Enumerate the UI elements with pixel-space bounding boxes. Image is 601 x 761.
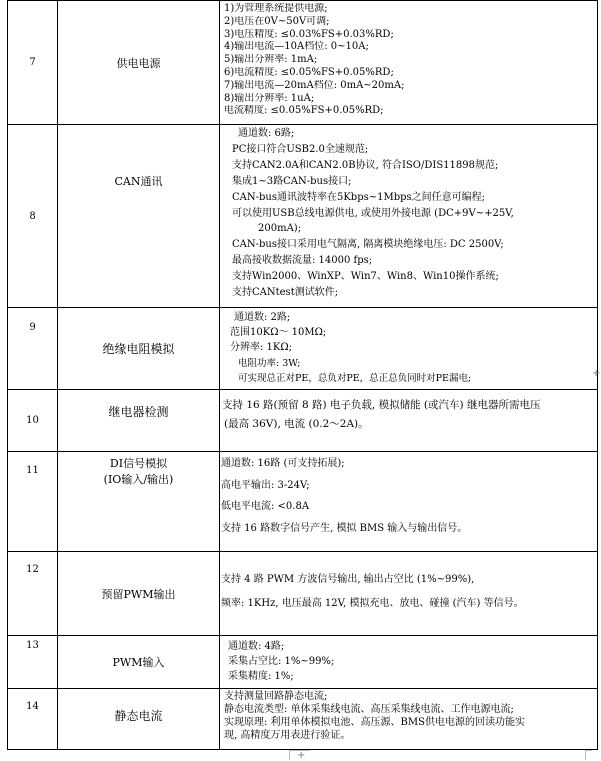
row-number: 12 <box>8 552 58 636</box>
table-row <box>8 552 598 636</box>
column-resize-guides <box>0 750 601 761</box>
desc-line: 8)输出分辨率: 1uA; <box>224 92 315 104</box>
row-description <box>220 308 601 390</box>
insert-column-plus-icon[interactable]: + <box>297 750 306 761</box>
desc-line: 采集占空比: 1%~99%; <box>228 656 335 667</box>
desc-line: 低电平电流: <0.8A <box>221 501 310 512</box>
desc-line: 支持Win2000、WinXP、Win7、Win8、Win10操作系统; <box>232 271 499 283</box>
desc-line: 7)输出电流—20mA档位: 0mA~20mA; <box>224 79 405 91</box>
desc-line: CAN-bus通讯波特率在5Kbps~1Mbps之间任意可编程; <box>232 191 486 203</box>
desc-line: 范围10KΩ～ 10MΩ; <box>230 327 327 339</box>
desc-line: 最高接收数据流量: 14000 fps; <box>232 255 373 267</box>
desc-line: 4)输出电流—10A档位: 0~10A; <box>224 41 369 53</box>
row-name-line1: DI信号模拟 <box>109 457 168 470</box>
row-description <box>220 125 598 308</box>
desc-line: 6)电流精度: ≤0.05%FS+0.05%RD; <box>224 66 394 78</box>
desc-line: (最高 36V), 电流 (0.2～2A)。 <box>224 418 369 430</box>
desc-line: PC接口符合USB2.0全速规范; <box>232 143 369 155</box>
table-row <box>8 452 598 552</box>
desc-line: 频率: 1KHz, 电压最高 12V, 模拟充电、放电、碰撞 (汽车) 等信号。 <box>221 598 524 609</box>
desc-line: 高电平输出: 3-24V; <box>221 479 310 491</box>
desc-line: 支持 16 路(预留 8 路) 电子负载, 模拟储能 (或汽车) 继电器所需电压 <box>222 399 541 411</box>
desc-line: 通道数: 6路; <box>238 128 295 139</box>
table-row <box>8 390 598 452</box>
desc-line: 电阻功率: 3W; <box>238 357 301 369</box>
spec-table-sheet <box>7 0 592 750</box>
row-name: 静态电流 <box>58 689 220 750</box>
row-description <box>220 636 598 689</box>
desc-line: 静态电流类型: 单体采集线电流、高压采集线电流、工作电源电流; <box>224 704 514 715</box>
desc-line: 3)电压精度: ≤0.03%FS+0.03%RD; <box>224 28 394 40</box>
row-name-line2: (IO输入/输出) <box>103 473 174 486</box>
row-number: 14 <box>8 689 58 750</box>
desc-line: 采集精度: 1%; <box>228 671 294 682</box>
desc-line: 支持CANtest测试软件; <box>232 287 339 299</box>
desc-line: CAN-bus接口采用电气隔离, 隔离模块绝缘电压: DC 2500V; <box>232 239 504 251</box>
row-number: 10 <box>8 390 58 452</box>
desc-line: 1)为管理系统提供电源; <box>224 3 328 14</box>
table-row <box>8 308 598 390</box>
desc-line: 支持CAN2.0A和CAN2.0B协议, 符合ISO/DIS11898规范; <box>232 159 499 171</box>
spec-table <box>7 0 601 750</box>
desc-line: 可以使用USB总线电源供电, 或使用外接电源 (DC+9V~+25V, <box>232 207 514 219</box>
row-name: 预留PWM输出 <box>58 552 220 636</box>
row-number: 9 <box>8 308 58 390</box>
row-description <box>220 689 598 750</box>
desc-line: 5)输出分辨率: 1mA; <box>224 54 318 66</box>
row-name: 供电电源 <box>58 1 220 125</box>
desc-line: 通道数: 4路; <box>228 641 285 652</box>
row-number: 13 <box>8 636 58 689</box>
row-name <box>58 125 220 308</box>
desc-line: 可实现总正对PE，总负对PE，总正总负同时对PE漏电; <box>238 372 472 384</box>
desc-line: 电流精度: ≤0.05%FS+0.05%RD; <box>224 105 384 117</box>
row-name-text: CAN通讯 <box>114 175 163 188</box>
table-row <box>8 1 598 125</box>
desc-line: 2)电压在0V~50V可调; <box>224 15 330 27</box>
desc-line: 通道数: 2路; <box>234 312 291 323</box>
row-number: 7 <box>8 1 58 125</box>
row-number: 8 <box>8 125 58 308</box>
desc-line: 支持测量回路静态电流; <box>224 691 328 702</box>
column-guide <box>289 750 310 760</box>
desc-line: 支持 16 路数字信号产生, 模拟 BMS 输入与输出信号。 <box>221 522 468 534</box>
table-row <box>8 689 598 750</box>
desc-line: 支持 4 路 PWM 方波信号输出, 输出占空比 (1%~99%), <box>221 574 475 585</box>
row-description <box>220 1 598 125</box>
desc-line: 通道数: 16路 (可支持拓展); <box>221 458 345 469</box>
insert-row-plus-icon[interactable]: + <box>592 368 601 379</box>
table-row <box>8 125 598 308</box>
row-name: 继电器检测 <box>58 390 220 452</box>
desc-line: 集成1~3路CAN-bus接口; <box>232 175 352 187</box>
row-name: 绝缘电阻模拟 <box>58 308 220 390</box>
desc-line: 200mA); <box>258 223 302 235</box>
desc-line: 实现原理: 利用单体模拟电池、高压源、BMS供电电源的回读功能实 <box>224 717 525 728</box>
row-description <box>220 552 598 636</box>
row-name <box>58 452 220 552</box>
table-row <box>8 636 598 689</box>
desc-line: 现, 高精度万用表进行验证。 <box>224 730 351 741</box>
row-number: 11 <box>8 452 58 552</box>
row-name: PWM输入 <box>58 636 220 689</box>
row-description <box>220 452 598 552</box>
column-guide <box>585 750 592 760</box>
row-description <box>220 390 598 452</box>
desc-line: 分辨率: 1KΩ; <box>230 342 293 354</box>
